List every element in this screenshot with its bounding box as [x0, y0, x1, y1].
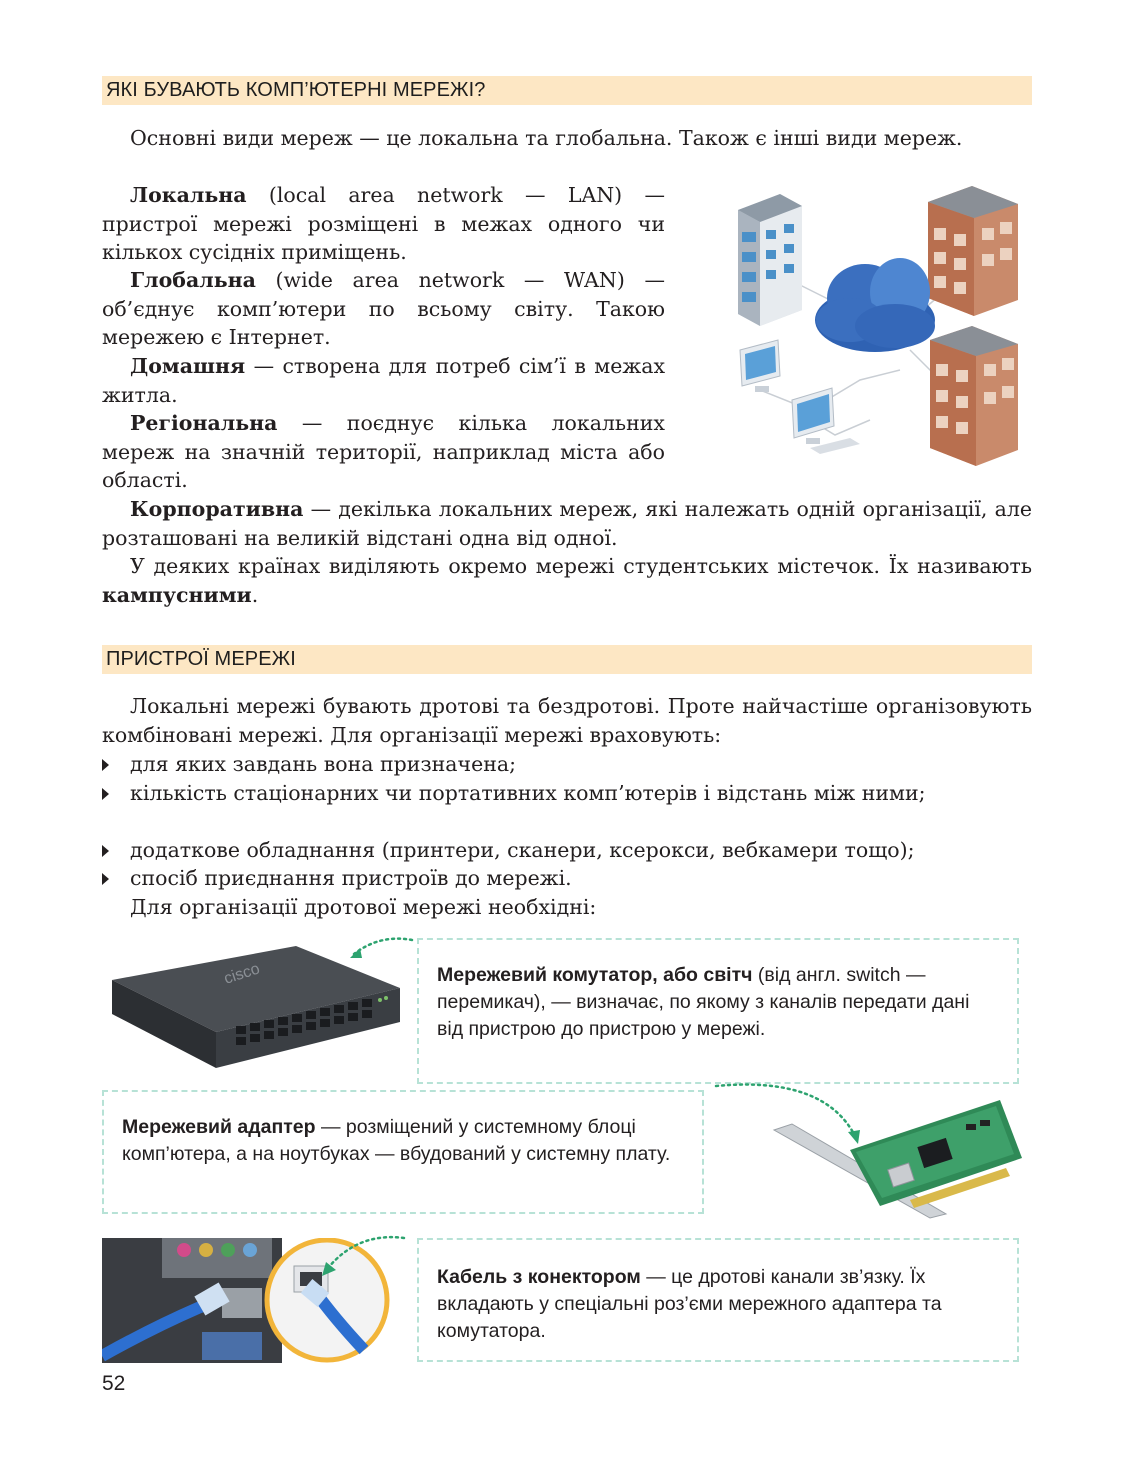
- corporate-text: — декілька локальних мереж, які належать одній організації, але розташовані на великій відстані одна від одної.: [102, 497, 1032, 550]
- office-building-icon: [738, 194, 802, 326]
- page-number: 52: [102, 1372, 126, 1395]
- list-item: кількість стаціонарних чи портативних комп’ютерів і відстань між ними;: [102, 779, 1032, 808]
- corporate-network-paragraph: [102, 495, 1032, 552]
- switch-term: Мережевий комутатор, або світч: [437, 964, 753, 986]
- adapter-description-box: [102, 1090, 704, 1214]
- adapter-text: — розміщений у системному блоці комп’ютера, а на ноутбуках — вбудований у системну плату.: [122, 1116, 671, 1165]
- local-network-paragraph: [102, 181, 665, 267]
- campus-term: кампусними: [102, 582, 252, 607]
- list-item: додаткове обладнання (принтери, сканери, ксерокси, вебкамери тощо);: [102, 836, 1032, 865]
- pointer-arrow-icon: [350, 932, 420, 962]
- cable-term: Кабель з конектором: [437, 1266, 641, 1288]
- corporate-term: Корпоративна: [130, 497, 304, 521]
- brick-building-2-icon: [930, 326, 1018, 466]
- local-text: (local area network — LAN) — пристрої мережі розміщені в межах одного чи кількох сусідніх приміщень.: [102, 183, 665, 265]
- switch-description-box: [417, 938, 1019, 1084]
- cloud-icon: [815, 258, 935, 352]
- intro-paragraph: Основні види мереж — це локальна та глобальна. Також є інші види мереж.: [130, 126, 963, 150]
- home-text: — створена для потреб сім’ї в межах житла.: [102, 354, 665, 407]
- list-item: для яких завдань вона призначена;: [102, 750, 1032, 779]
- list-item: спосіб приєднання пристроїв до мережі.: [102, 864, 1032, 893]
- computer-icon: [740, 340, 780, 392]
- regional-network-paragraph: [102, 409, 665, 495]
- devices-intro-paragraph: Локальні мережі бувають дротові та бездротові. Проте найчастіше організовують комбіновані мережі. Для організації мережі враховують:: [102, 694, 1032, 747]
- global-network-paragraph: [102, 266, 665, 352]
- section-heading-network-types: ЯКІ БУВАЮТЬ КОМП’ЮТЕРНІ МЕРЕЖІ?: [102, 76, 1032, 105]
- campus-text: У деяких країнах виділяють окремо мережі студентських містечок. Їх називають: [130, 554, 1032, 578]
- computer-2-icon: [792, 388, 860, 454]
- cable-description-box: [417, 1238, 1019, 1362]
- cable-text: — це дротові канали зв’язку. Їх вкладають у спеціальні роз’єми мережного адаптера та комутатора.: [437, 1266, 942, 1342]
- adapter-term: Мережевий адаптер: [122, 1116, 316, 1138]
- network-adapter-image: [770, 1090, 1030, 1220]
- bullet-arrow-icon: [102, 788, 109, 800]
- bullet-arrow-icon: [102, 759, 109, 771]
- home-term: Домашня: [130, 354, 246, 378]
- campus-end: .: [251, 582, 259, 607]
- local-term: Локальна: [130, 183, 247, 207]
- brick-building-icon: [928, 186, 1018, 316]
- regional-term: Регіональна: [130, 411, 278, 435]
- global-term: Глобальна: [130, 268, 256, 292]
- cisco-logo: cisco: [221, 960, 262, 988]
- campus-network-paragraph: [102, 552, 1032, 609]
- regional-text: — поєднує кілька локальних мереж на значній території, наприклад міста або області.: [102, 411, 665, 493]
- bullet-arrow-icon: [102, 873, 109, 885]
- section-heading-network-devices: ПРИСТРОЇ МЕРЕЖІ: [102, 645, 1032, 674]
- pointer-arrow-3-icon: [318, 1230, 408, 1280]
- global-text: (wide area network — WAN) — об’єднує комп’ютери по всьому світу. Такою мережею є Інтернет.: [102, 268, 665, 350]
- home-network-paragraph: [102, 352, 665, 409]
- bullet-arrow-icon: [102, 845, 109, 857]
- network-illustration: [700, 180, 1040, 470]
- wired-intro-paragraph: Для організації дротової мережі необхідні:: [130, 895, 597, 919]
- switch-text: (від англ. switch — перемикач), — визначає, по якому з каналів передати дані від пристрою до пристрою у мережі.: [437, 964, 970, 1040]
